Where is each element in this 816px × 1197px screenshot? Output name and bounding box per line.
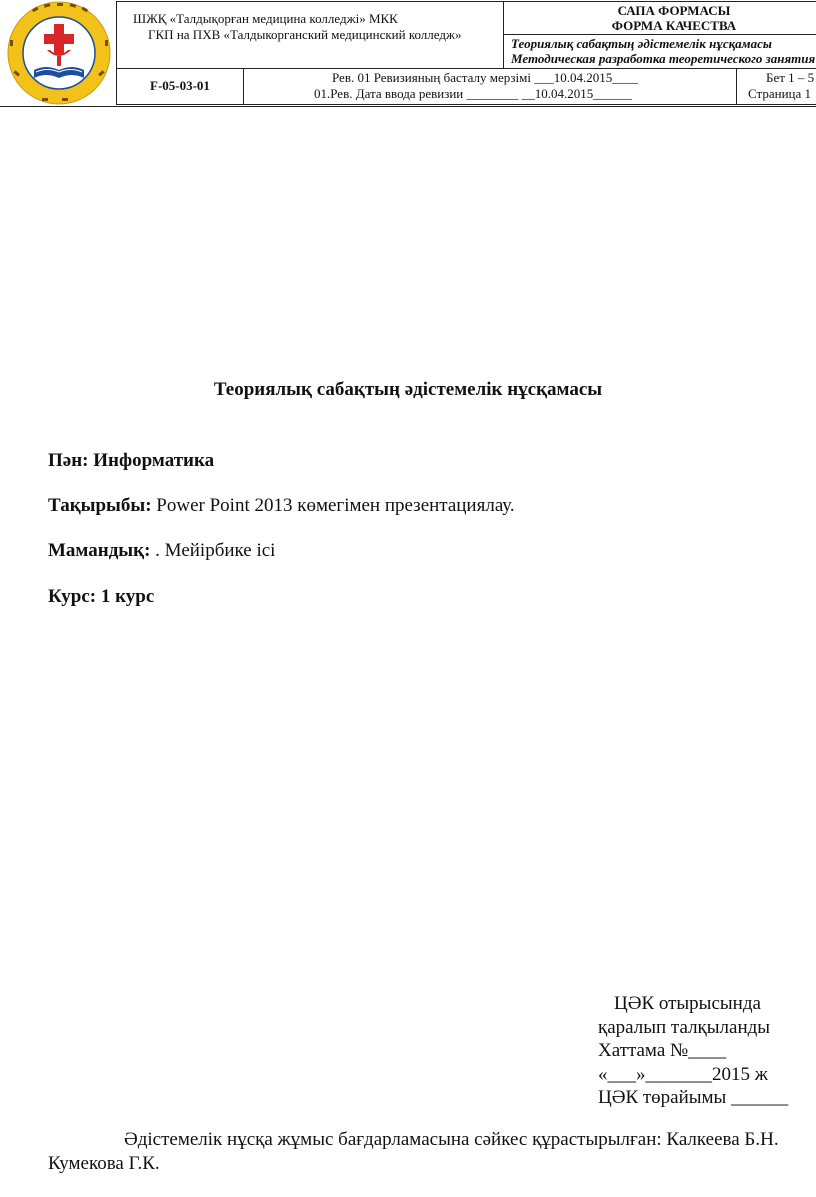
course-label: Курс: 1 курс bbox=[48, 586, 155, 607]
approval-line-5: ЦӘК төрайымы ______ bbox=[598, 1087, 789, 1108]
quality-form-kz: САПА ФОРМАСЫ bbox=[617, 3, 731, 18]
approval-line-4: «___»_______2015 ж bbox=[598, 1063, 768, 1085]
specialty-line bbox=[48, 540, 275, 562]
document-header bbox=[0, 0, 816, 106]
compiled-by: Әдістемелік нұсқа жұмыс бағдарламасына сәйкес құрастырылған: Калкеева Б.Н. Кумекова Г.К. bbox=[48, 1129, 779, 1174]
subject-label: Пән: Информатика bbox=[48, 450, 215, 471]
course-line bbox=[48, 586, 154, 608]
approval-block bbox=[598, 992, 788, 1110]
form-code: F-05-03-01 bbox=[150, 78, 210, 93]
doc-type-kz: Теориялық сабақтың әдістемелік нұсқамасы bbox=[511, 36, 772, 51]
college-logo bbox=[2, 0, 116, 106]
revision-kz: Рев. 01 Ревизияның басталу мерзімі ___10.04.2015____ bbox=[332, 70, 639, 85]
org-name-ru: ГКП на ПХВ «Талдыкорганский медицинский колледж» bbox=[148, 27, 462, 42]
subject-line bbox=[48, 450, 214, 472]
topic-label: Тақырыбы: bbox=[48, 495, 152, 516]
topic-value: Power Point 2013 көмегімен презентациялау. bbox=[151, 495, 515, 516]
doc-type-ru: Методическая разработка теоретического занятия bbox=[511, 51, 816, 66]
revision-ru: 01.Рев. Дата ввода ревизии ________ __10.04.2015______ bbox=[314, 86, 633, 101]
document-title: Теориялық сабақтың әдістемелік нұсқамасы bbox=[213, 379, 603, 400]
specialty-label: Мамандық: bbox=[48, 540, 151, 561]
org-name-kz: ШЖҚ «Талдықорған медицина колледжі» МКК bbox=[133, 11, 398, 26]
quality-form-ru: ФОРМА КАЧЕСТВА bbox=[611, 18, 737, 33]
approval-line-1: ЦӘК отырысында bbox=[614, 993, 761, 1014]
topic-line bbox=[48, 495, 515, 517]
specialty-value: . Мейірбике ісі bbox=[150, 540, 276, 561]
page-number-kz: Бет 1 – 5 bbox=[766, 70, 815, 85]
approval-line-3: Хаттама №____ bbox=[598, 1040, 727, 1061]
page-number-ru: Страница 1 bbox=[748, 86, 812, 101]
approval-line-2: қаралып талқыланды bbox=[598, 1016, 771, 1038]
